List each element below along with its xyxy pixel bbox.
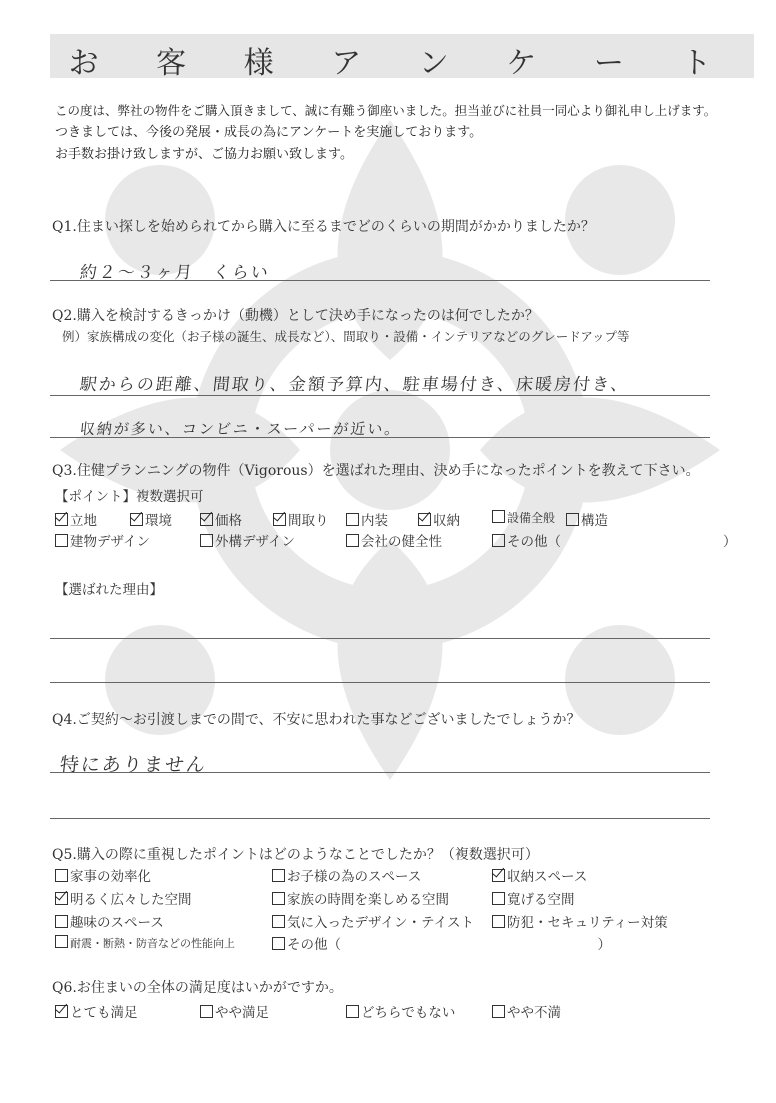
q2-answer-line1: 駅からの距離、間取り、金額予算内、駐車場付き、床暖房付き、 — [78, 375, 631, 395]
option-label: 立地 — [70, 513, 97, 529]
q5-option[interactable] — [492, 911, 668, 931]
q3-option-kakaku[interactable] — [200, 509, 242, 529]
option-label: やや満足 — [215, 1005, 269, 1021]
checkbox-icon — [272, 869, 285, 882]
q1-answer-line — [50, 280, 710, 281]
option-label: やや不満 — [507, 1005, 561, 1021]
option-label: 収納スペース — [507, 869, 588, 885]
option-label: 価格 — [215, 513, 242, 529]
checkbox-icon — [55, 1005, 68, 1018]
q1-question: Q1.住まい探しを始められてから購入に至るまでどのくらいの期間がかかりましたか？ — [52, 219, 595, 235]
q3-option-setsubi[interactable] — [492, 509, 555, 526]
option-label: 家族の時間を楽しめる空間 — [287, 892, 449, 908]
checkbox-icon — [55, 513, 68, 526]
option-label: 耐震・断熱・防音などの性能向上 — [70, 937, 235, 950]
checkbox-icon — [130, 513, 143, 526]
q3-option-kozo[interactable] — [566, 509, 608, 529]
q4-rule-2 — [50, 818, 710, 819]
q6-question: Q6.お住まいの全体の満足度はいかがですか。 — [52, 980, 343, 996]
checkbox-icon — [272, 892, 285, 905]
checkbox-icon — [346, 513, 359, 526]
checkbox-icon — [200, 513, 213, 526]
checkbox-icon — [566, 513, 579, 526]
q3-option-kankyo[interactable] — [130, 509, 172, 529]
q3-option-madori[interactable] — [273, 509, 329, 529]
checkbox-icon — [272, 915, 285, 928]
option-label: 構造 — [581, 513, 608, 529]
q5-option[interactable] — [272, 933, 611, 953]
intro-line: お手数お掛け致しますが、ご協力お願い致します。 — [55, 147, 353, 162]
option-label: 明るく広々した空間 — [70, 892, 192, 908]
q5-option[interactable] — [492, 888, 575, 908]
checkbox-icon — [200, 1005, 213, 1018]
option-label: 家事の効率化 — [70, 869, 151, 885]
option-label: その他（ ） — [507, 534, 737, 550]
option-label: 気に入ったデザイン・テイスト — [287, 915, 474, 931]
option-label: とても満足 — [70, 1005, 138, 1021]
checkbox-icon — [55, 869, 68, 882]
q5-question: Q5.購入の際に重視したポイントはどのようなことでしたか？（複数選択可） — [52, 847, 539, 863]
q3-reason-rule-1 — [50, 638, 710, 639]
intro-text — [55, 100, 755, 166]
checkbox-icon — [492, 1005, 505, 1018]
checkbox-icon — [492, 534, 505, 547]
option-label: 設備全般 — [507, 511, 556, 525]
q3-reason-rule-2 — [50, 682, 710, 683]
option-label: 会社の健全性 — [361, 534, 442, 550]
checkbox-icon — [273, 513, 286, 526]
q3-points-header: 【ポイント】複数選択可 — [55, 489, 204, 505]
option-label: 環境 — [145, 513, 172, 529]
option-label: 内装 — [361, 513, 388, 529]
q3-option-building-design[interactable] — [55, 530, 150, 550]
q3-option-exterior-design[interactable] — [200, 530, 295, 550]
checkbox-icon — [492, 510, 505, 523]
checkbox-icon — [55, 534, 68, 547]
q5-option[interactable] — [272, 865, 421, 885]
checkbox-icon — [55, 935, 68, 948]
q4-question: Q4.ご契約〜お引渡しまでの間で、不安に思われた事などございましたでしょうか？ — [52, 712, 581, 728]
checkbox-icon — [272, 937, 285, 950]
checkbox-icon — [55, 915, 68, 928]
q5-option[interactable] — [272, 888, 449, 908]
checkbox-icon — [492, 915, 505, 928]
q2-example: 例）家族構成の変化（お子様の誕生、成長など）、間取り・設備・インテリアなどのグレードアップ等 — [62, 329, 630, 344]
option-label: 間取り — [288, 513, 329, 529]
q3-option-ritchi[interactable] — [55, 509, 97, 529]
q5-option[interactable] — [55, 865, 151, 885]
q5-option[interactable] — [272, 911, 474, 931]
q5-option[interactable] — [55, 911, 164, 931]
title-bar — [50, 34, 754, 81]
intro-line: この度は、弊社の物件をご購入頂きまして、誠に有難う御座いました。担当並びに社員一同心より御礼申し上げます。 — [55, 103, 717, 118]
checkbox-icon — [346, 534, 359, 547]
q1-answer: 約２〜３ヶ月 くらい — [78, 263, 271, 283]
option-label: 収納 — [433, 513, 460, 529]
q5-option[interactable] — [492, 865, 587, 885]
q4-answer: 特にありません — [58, 754, 209, 776]
q6-option[interactable] — [346, 1001, 455, 1021]
q6-option[interactable] — [55, 1001, 138, 1021]
emblem-watermark — [40, 100, 740, 800]
checkbox-icon — [418, 513, 431, 526]
checkbox-icon — [492, 869, 505, 882]
q2-rule-1 — [50, 395, 710, 396]
option-label: 趣味のスペース — [70, 915, 164, 931]
page-title: お 客 様 ア ン ケ ー ト — [68, 46, 736, 81]
checkbox-icon — [346, 1005, 359, 1018]
option-label: 防犯・セキュリティー対策 — [507, 915, 668, 931]
q2-rule-2 — [50, 437, 710, 438]
q3-option-other[interactable] — [492, 530, 737, 550]
option-label: 建物デザイン — [70, 534, 151, 550]
checkbox-icon — [200, 534, 213, 547]
q5-option[interactable] — [55, 888, 192, 908]
q3-reason-header: 【選ばれた理由】 — [55, 582, 163, 598]
option-label: その他（ ） — [287, 937, 611, 953]
option-label: どちらでもない — [361, 1005, 456, 1021]
q6-option[interactable] — [492, 1001, 561, 1021]
q4-rule-1 — [50, 772, 710, 773]
checkbox-icon — [55, 892, 68, 905]
q2-question: Q2.購入を検討するきっかけ（動機）として決め手になったのは何でしたか？ — [52, 308, 539, 324]
intro-line: つきましては、今後の発展・成長の為にアンケートを実施しております。 — [55, 125, 483, 140]
q5-option[interactable] — [55, 935, 235, 951]
q2-answer-line2: 収納が多い、コンビニ・スーパーが近い。 — [79, 420, 403, 438]
option-label: 寛げる空間 — [507, 892, 575, 908]
q3-option-company-health[interactable] — [346, 530, 442, 550]
q3-option-naiso[interactable] — [346, 509, 388, 529]
option-label: 外構デザイン — [215, 534, 296, 550]
q6-option[interactable] — [200, 1001, 269, 1021]
q3-question: Q3.住健プランニングの物件（Vigorous）を選ばれた理由、決め手になったポイントを教えて下さい。 — [52, 463, 700, 479]
checkbox-icon — [492, 892, 505, 905]
option-label: お子様の為のスペース — [287, 869, 422, 885]
q3-option-shuno[interactable] — [418, 509, 460, 529]
